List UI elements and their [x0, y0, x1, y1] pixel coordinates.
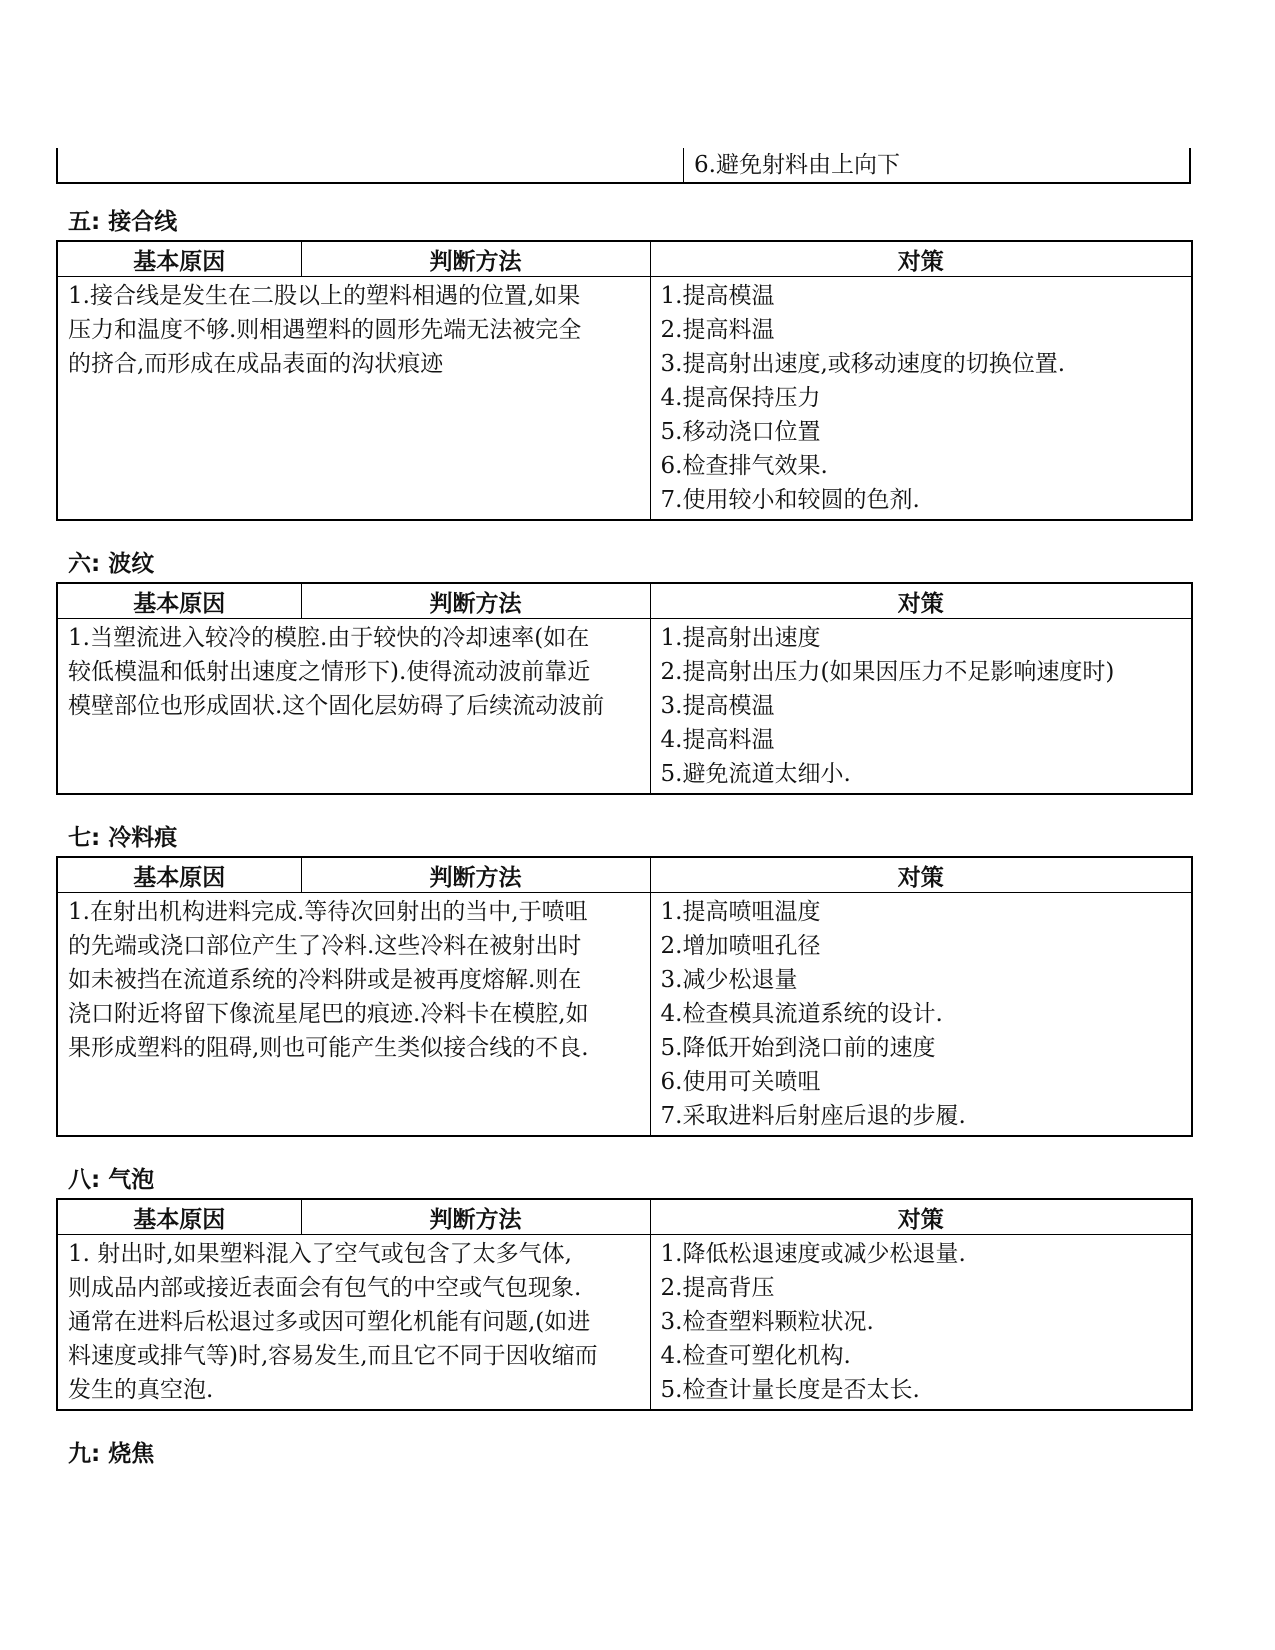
table-row	[57, 619, 1192, 795]
countermeasure-item: 3.提高模温	[660, 693, 775, 719]
countermeasure-item: 3.减少松退量	[660, 967, 798, 993]
table-row	[57, 893, 1192, 1137]
cause-line: 果形成塑料的阻碍,则也可能产生类似接合线的不良.	[68, 1035, 589, 1061]
header-countermeasure: 对策	[650, 583, 1192, 619]
countermeasure-item: 2.提高背压	[660, 1275, 775, 1301]
cause-line: 模壁部位也形成固状.这个固化层妨碍了后续流动波前	[68, 693, 605, 719]
header-countermeasure: 对策	[650, 857, 1192, 893]
section-heading-6: 六: 波纹	[68, 551, 155, 577]
table-header-row	[57, 583, 1192, 619]
table-section-6	[56, 582, 1193, 795]
section-heading-5: 五: 接合线	[68, 209, 178, 235]
countermeasure-item: 6.使用可关喷咀	[660, 1069, 821, 1095]
countermeasure-item: 4.检查可塑化机构.	[660, 1343, 851, 1369]
cause-line: 1.接合线是发生在二股以上的塑料相遇的位置,如果	[68, 283, 581, 309]
cause-line: 压力和温度不够.则相遇塑料的圆形先端无法被完全	[68, 317, 582, 343]
header-cause: 基本原因	[57, 583, 301, 619]
countermeasure-cell	[650, 277, 1192, 521]
column-divider	[683, 148, 684, 182]
countermeasure-cell	[650, 619, 1192, 795]
cause-line: 1.在射出机构进料完成.等待次回射出的当中,于喷咀	[68, 899, 588, 925]
section-heading-8: 八: 气泡	[68, 1167, 155, 1193]
countermeasure-item: 1.提高模温	[660, 283, 775, 309]
cause-cell	[57, 1235, 650, 1411]
header-method: 判断方法	[301, 857, 650, 893]
countermeasure-cell	[650, 893, 1192, 1137]
cause-line: 的先端或浇口部位产生了冷料.这些冷料在被射出时	[68, 933, 582, 959]
cause-line: 通常在进料后松退过多或因可塑化机能有问题,(如进	[68, 1309, 591, 1335]
countermeasure-item: 5.避免流道太细小.	[660, 761, 851, 787]
cause-line: 则成品内部或接近表面会有包气的中空或气包现象.	[68, 1275, 582, 1301]
section-heading-7: 七: 冷料痕	[68, 825, 178, 851]
cause-line: 较低模温和低射出速度之情形下).使得流动波前靠近	[68, 659, 591, 685]
countermeasure-item: 1.提高喷咀温度	[660, 899, 821, 925]
countermeasure-item: 7.采取进料后射座后退的步履.	[660, 1103, 966, 1129]
header-cause: 基本原因	[57, 241, 301, 277]
countermeasure-item: 7.使用较小和较圆的色剂.	[660, 487, 920, 513]
cause-line: 发生的真空泡.	[68, 1377, 214, 1403]
table-section-5	[56, 240, 1193, 521]
countermeasure-item: 2.提高料温	[660, 317, 775, 343]
table-header-row	[57, 1199, 1192, 1235]
cause-line: 的挤合,而形成在成品表面的沟状痕迹	[68, 351, 444, 377]
header-method: 判断方法	[301, 241, 650, 277]
section-heading-9: 九: 烧焦	[68, 1441, 155, 1467]
header-countermeasure: 对策	[650, 1199, 1192, 1235]
header-countermeasure: 对策	[650, 241, 1192, 277]
countermeasure-item: 4.提高保持压力	[660, 385, 821, 411]
countermeasure-item: 2.增加喷咀孔径	[660, 933, 821, 959]
countermeasure-item: 5.降低开始到浇口前的速度	[660, 1035, 936, 1061]
countermeasure-item: 5.移动浇口位置	[660, 419, 821, 445]
cause-line: 料速度或排气等)时,容易发生,而且它不同于因收缩而	[68, 1343, 598, 1369]
table-header-row	[57, 241, 1192, 277]
header-method: 判断方法	[301, 1199, 650, 1235]
table-section-8	[56, 1198, 1193, 1411]
cause-cell	[57, 893, 650, 1137]
table-header-row	[57, 857, 1192, 893]
header-method: 判断方法	[301, 583, 650, 619]
table-section-7	[56, 856, 1193, 1137]
cause-line: 1.当塑流进入较冷的模腔.由于较快的冷却速率(如在	[68, 625, 590, 651]
cause-line: 如未被挡在流道系统的冷料阱或是被再度熔解.则在	[68, 967, 582, 993]
table-row	[57, 277, 1192, 521]
countermeasure-item: 1.降低松退速度或减少松退量.	[660, 1241, 966, 1267]
countermeasure-item: 6.检查排气效果.	[660, 453, 828, 479]
header-cause: 基本原因	[57, 1199, 301, 1235]
countermeasure-item: 4.提高料温	[660, 727, 775, 753]
countermeasure-item: 1.提高射出速度	[660, 625, 821, 651]
table-row	[57, 1235, 1192, 1411]
continued-table-fragment	[56, 148, 1191, 184]
countermeasure-item: 5.检查计量长度是否太长.	[660, 1377, 920, 1403]
countermeasure-item: 2.提高射出压力(如果因压力不足影响速度时)	[660, 659, 1115, 685]
countermeasure-cell	[650, 1235, 1192, 1411]
continued-countermeasure: 6.避免射料由上向下	[694, 152, 900, 178]
cause-line: 1. 射出时,如果塑料混入了空气或包含了太多气体,	[68, 1241, 572, 1267]
countermeasure-item: 3.检查塑料颗粒状况.	[660, 1309, 874, 1335]
cause-cell	[57, 619, 650, 795]
countermeasure-item: 3.提高射出速度,或移动速度的切换位置.	[660, 351, 1066, 377]
cause-line: 浇口附近将留下像流星尾巴的痕迹.冷料卡在模腔,如	[68, 1001, 589, 1027]
cause-cell	[57, 277, 650, 521]
countermeasure-item: 4.检查模具流道系统的设计.	[660, 1001, 943, 1027]
header-cause: 基本原因	[57, 857, 301, 893]
